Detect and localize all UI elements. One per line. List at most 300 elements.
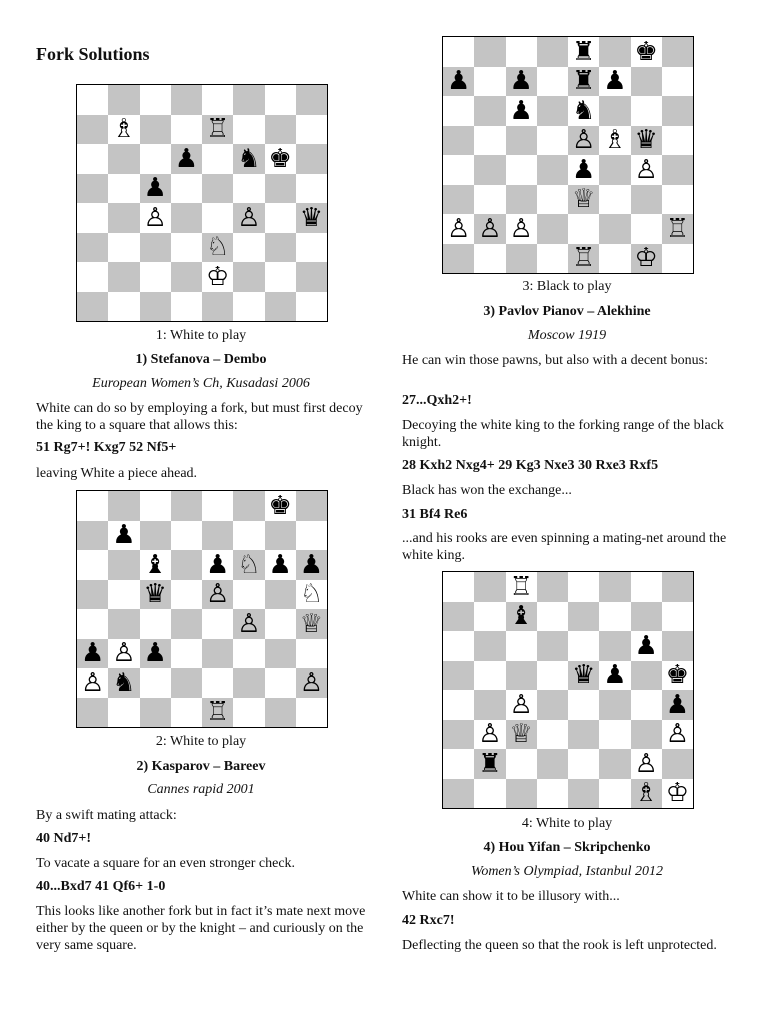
black-bishop-icon: ♝ [509, 601, 533, 631]
board-square [140, 262, 171, 292]
board-square [474, 572, 505, 602]
board-square [506, 572, 537, 602]
board-square [599, 661, 630, 691]
white-pawn-icon: ♙ [509, 690, 533, 720]
move-line-7: 42 Rxc7! [402, 913, 455, 928]
board-square [443, 96, 474, 126]
puzzle-caption-1: 1: White to play [155, 328, 247, 343]
board-square [108, 174, 139, 204]
board-square [108, 609, 139, 639]
board-square [233, 668, 264, 698]
board-square [631, 720, 662, 750]
board-square [631, 749, 662, 779]
board-square [474, 185, 505, 215]
board-square [474, 67, 505, 97]
commentary-1: White can do so by employing a fork, but must first decoy the king to a square that allows this: [36, 401, 363, 433]
board-square [599, 155, 630, 185]
move-line-2: 40 Nd7+! [36, 831, 92, 846]
board-square [202, 580, 233, 610]
black-rook-icon: ♜ [571, 37, 596, 67]
black-pawn-icon: ♟ [205, 550, 230, 580]
game-title-3: 3) Pavlov Pianov – Alekhine [483, 304, 651, 319]
board-square [296, 491, 327, 521]
board-square [77, 174, 108, 204]
board-square [631, 631, 662, 661]
black-knight-icon: ♞ [112, 668, 136, 698]
board-square [568, 37, 599, 67]
board-square [233, 174, 264, 204]
game-title-2: 2) Kasparov – Bareev [136, 759, 266, 774]
chess-board-1 [76, 84, 328, 322]
black-pawn-icon: ♟ [634, 631, 658, 661]
white-bishop-icon: ♗ [112, 114, 136, 144]
black-pawn-icon: ♟ [80, 638, 105, 668]
board-square [474, 214, 505, 244]
board-square [171, 174, 202, 204]
page-title: Fork Solutions [36, 44, 150, 64]
board-square [202, 115, 233, 145]
board-square [108, 85, 139, 115]
board-square [474, 155, 505, 185]
board-square [599, 749, 630, 779]
board-square [443, 185, 474, 215]
move-line-5: 28 Kxh2 Nxg4+ 29 Kg3 Nxe3 30 Rxe3 Rxf5 [402, 458, 659, 473]
board-square [233, 698, 264, 728]
board-square [537, 720, 568, 750]
board-square [171, 639, 202, 669]
board-square [77, 144, 108, 174]
board-square [599, 96, 630, 126]
white-knight-icon: ♘ [237, 550, 261, 580]
board-square [296, 174, 327, 204]
board-square [77, 203, 108, 233]
board-square [631, 214, 662, 244]
commentary-9: ...and his rooks are even spinning a mating-net around the white king. [402, 531, 727, 563]
board-square [631, 185, 662, 215]
black-king-icon: ♚ [665, 660, 690, 690]
board-square [506, 631, 537, 661]
board-square [568, 631, 599, 661]
board-square [108, 491, 139, 521]
black-pawn-icon: ♟ [143, 638, 167, 668]
board-square [296, 233, 327, 263]
board-square [171, 203, 202, 233]
board-square [108, 521, 139, 551]
board-square [474, 244, 505, 274]
board-square [140, 521, 171, 551]
game-event-4: Women’s Olympiad, Istanbul 2012 [470, 864, 664, 879]
board-square [599, 67, 630, 97]
board-square [140, 115, 171, 145]
board-square [506, 749, 537, 779]
puzzle-caption-4: 4: White to play [521, 816, 613, 831]
white-rook-icon: ♖ [571, 243, 596, 273]
board-square [599, 631, 630, 661]
board-square [506, 37, 537, 67]
board-square [202, 144, 233, 174]
board-square [474, 96, 505, 126]
black-pawn-icon: ♟ [174, 144, 199, 174]
board-square [631, 37, 662, 67]
board-square [662, 96, 693, 126]
white-bishop-icon: ♗ [634, 778, 658, 808]
board-square [108, 144, 139, 174]
board-square [474, 749, 505, 779]
white-pawn-icon: ♙ [446, 214, 471, 244]
board-square [233, 491, 264, 521]
board-square [506, 690, 537, 720]
white-pawn-icon: ♙ [571, 125, 596, 155]
board-square [233, 639, 264, 669]
board-square [537, 779, 568, 809]
board-square [171, 262, 202, 292]
board-square [140, 580, 171, 610]
board-square [537, 572, 568, 602]
board-square [202, 609, 233, 639]
board-square [537, 126, 568, 156]
board-square [140, 174, 171, 204]
board-square [77, 639, 108, 669]
commentary-8: Black has won the exchange... [402, 483, 572, 498]
board-square [296, 609, 327, 639]
board-square [662, 690, 693, 720]
board-square [296, 639, 327, 669]
board-square [296, 262, 327, 292]
board-square [296, 698, 327, 728]
commentary-3: By a swift mating attack: [36, 808, 177, 823]
board-square [77, 521, 108, 551]
board-square [599, 690, 630, 720]
board-square [202, 292, 233, 322]
board-square [171, 698, 202, 728]
board-square [140, 609, 171, 639]
black-queen-icon: ♛ [571, 660, 596, 690]
board-square [233, 550, 264, 580]
board-square [202, 521, 233, 551]
board-square [77, 698, 108, 728]
board-square [140, 639, 171, 669]
chess-board-2 [76, 490, 328, 728]
white-king-icon: ♔ [665, 778, 690, 808]
board-square [296, 668, 327, 698]
board-square [296, 115, 327, 145]
white-pawn-icon: ♙ [299, 668, 324, 698]
board-square [443, 572, 474, 602]
board-square [506, 155, 537, 185]
board-square [599, 779, 630, 809]
commentary-2: leaving White a piece ahead. [36, 466, 198, 481]
board-square [233, 233, 264, 263]
board-square [140, 491, 171, 521]
board-square [474, 126, 505, 156]
board-square [662, 749, 693, 779]
board-square [108, 550, 139, 580]
board-square [474, 631, 505, 661]
board-square [474, 690, 505, 720]
board-square [265, 668, 296, 698]
white-pawn-icon: ♙ [237, 609, 261, 639]
board-square [171, 521, 202, 551]
black-pawn-icon: ♟ [603, 660, 627, 690]
black-pawn-icon: ♟ [112, 520, 136, 550]
board-square [506, 244, 537, 274]
board-square [537, 602, 568, 632]
board-square [77, 292, 108, 322]
game-event-3: Moscow 1919 [527, 328, 607, 343]
commentary-5: This looks like another fork but in fact it’s mate next move either by the queen or by the knight – and curiously on the very same square. [36, 904, 366, 953]
board-square [537, 244, 568, 274]
board-square [474, 661, 505, 691]
board-square [77, 233, 108, 263]
board-square [233, 203, 264, 233]
board-square [443, 631, 474, 661]
board-square [631, 67, 662, 97]
board-square [265, 609, 296, 639]
white-pawn-icon: ♙ [478, 719, 502, 749]
white-pawn-icon: ♙ [237, 203, 261, 233]
board-square [77, 609, 108, 639]
black-pawn-icon: ♟ [665, 690, 690, 720]
game-event-2: Cannes rapid 2001 [147, 782, 255, 797]
board-square [296, 521, 327, 551]
black-pawn-icon: ♟ [299, 550, 324, 580]
black-pawn-icon: ♟ [446, 66, 471, 96]
move-line-6: 31 Bf4 Re6 [402, 507, 468, 522]
board-square [265, 203, 296, 233]
black-pawn-icon: ♟ [509, 96, 533, 126]
black-king-icon: ♚ [268, 491, 292, 521]
board-square [537, 185, 568, 215]
commentary-11: Deflecting the queen so that the rook is left unprotected. [402, 938, 717, 953]
board-square [568, 244, 599, 274]
board-square [265, 491, 296, 521]
board-square [296, 580, 327, 610]
board-square [662, 720, 693, 750]
board-square [537, 96, 568, 126]
board-square [108, 115, 139, 145]
board-square [631, 155, 662, 185]
black-bishop-icon: ♝ [143, 550, 167, 580]
board-square [296, 550, 327, 580]
board-square [202, 203, 233, 233]
commentary-6: He can win those pawns, but also with a decent bonus: [402, 353, 708, 368]
board-square [506, 96, 537, 126]
board-square [662, 67, 693, 97]
board-square [662, 661, 693, 691]
white-queen-icon: ♕ [509, 719, 533, 749]
board-square [265, 233, 296, 263]
board-square [443, 779, 474, 809]
board-square [265, 550, 296, 580]
board-square [233, 580, 264, 610]
board-square [202, 668, 233, 698]
board-square [108, 580, 139, 610]
black-king-icon: ♚ [268, 144, 292, 174]
board-square [537, 214, 568, 244]
board-square [265, 262, 296, 292]
board-square [265, 580, 296, 610]
game-title-1: 1) Stefanova – Dembo [135, 352, 267, 367]
board-square [171, 609, 202, 639]
board-square [568, 720, 599, 750]
black-pawn-icon: ♟ [571, 155, 596, 185]
board-square [265, 174, 296, 204]
board-square [506, 661, 537, 691]
board-square [662, 37, 693, 67]
white-pawn-icon: ♙ [112, 638, 136, 668]
board-square [233, 609, 264, 639]
board-square [568, 690, 599, 720]
move-line-3: 40...Bxd7 41 Qf6+ 1-0 [36, 879, 166, 894]
board-square [202, 698, 233, 728]
board-square [506, 126, 537, 156]
board-square [506, 185, 537, 215]
board-square [108, 698, 139, 728]
commentary-10: White can show it to be illusory with... [402, 889, 620, 904]
black-pawn-icon: ♟ [143, 173, 167, 203]
board-square [568, 67, 599, 97]
board-square [233, 85, 264, 115]
board-square [443, 661, 474, 691]
board-square [202, 174, 233, 204]
white-pawn-icon: ♙ [478, 214, 502, 244]
board-square [265, 698, 296, 728]
board-square [140, 85, 171, 115]
white-rook-icon: ♖ [665, 214, 690, 244]
board-square [140, 698, 171, 728]
black-queen-icon: ♛ [299, 203, 324, 233]
white-pawn-icon: ♙ [634, 749, 658, 779]
black-rook-icon: ♜ [478, 749, 502, 779]
board-square [568, 602, 599, 632]
black-knight-icon: ♞ [571, 96, 596, 126]
white-queen-icon: ♕ [299, 609, 324, 639]
white-bishop-icon: ♗ [603, 125, 627, 155]
board-square [77, 262, 108, 292]
board-square [506, 67, 537, 97]
board-square [171, 580, 202, 610]
board-square [233, 262, 264, 292]
black-king-icon: ♚ [634, 37, 658, 67]
board-square [662, 779, 693, 809]
board-square [631, 602, 662, 632]
board-square [140, 233, 171, 263]
board-square [265, 144, 296, 174]
black-knight-icon: ♞ [237, 144, 261, 174]
board-square [202, 550, 233, 580]
board-square [202, 262, 233, 292]
board-square [568, 126, 599, 156]
board-square [537, 155, 568, 185]
white-pawn-icon: ♙ [509, 214, 533, 244]
board-square [443, 749, 474, 779]
board-square [537, 631, 568, 661]
board-square [474, 779, 505, 809]
board-square [443, 214, 474, 244]
board-square [599, 244, 630, 274]
board-square [265, 639, 296, 669]
board-square [140, 668, 171, 698]
board-square [474, 37, 505, 67]
board-square [662, 244, 693, 274]
board-square [568, 214, 599, 244]
board-square [599, 720, 630, 750]
board-square [108, 262, 139, 292]
board-square [599, 214, 630, 244]
board-square [599, 126, 630, 156]
board-square [77, 580, 108, 610]
board-square [537, 67, 568, 97]
board-square [443, 720, 474, 750]
board-square [537, 749, 568, 779]
board-square [171, 115, 202, 145]
white-pawn-icon: ♙ [634, 155, 658, 185]
board-square [599, 572, 630, 602]
game-event-1: European Women’s Ch, Kusadasi 2006 [92, 376, 310, 391]
white-pawn-icon: ♙ [665, 719, 690, 749]
board-square [506, 779, 537, 809]
board-square [296, 85, 327, 115]
board-square [631, 572, 662, 602]
board-square [233, 115, 264, 145]
white-pawn-icon: ♙ [80, 668, 105, 698]
commentary-4: To vacate a square for an even stronger check. [36, 856, 296, 871]
board-square [537, 661, 568, 691]
board-square [568, 779, 599, 809]
board-square [662, 185, 693, 215]
board-square [506, 602, 537, 632]
board-square [171, 491, 202, 521]
board-square [599, 602, 630, 632]
board-square [443, 37, 474, 67]
board-square [77, 115, 108, 145]
board-square [140, 550, 171, 580]
board-square [443, 244, 474, 274]
move-line-4: 27...Qxh2+! [402, 393, 472, 408]
black-queen-icon: ♛ [143, 579, 167, 609]
board-square [108, 639, 139, 669]
white-pawn-icon: ♙ [143, 203, 167, 233]
white-pawn-icon: ♙ [205, 579, 230, 609]
puzzle-caption-2: 2: White to play [155, 734, 247, 749]
board-square [443, 67, 474, 97]
board-square [568, 749, 599, 779]
board-square [171, 668, 202, 698]
commentary-7: Decoying the white king to the forking range of the black knight. [402, 418, 724, 450]
board-square [140, 292, 171, 322]
board-square [77, 85, 108, 115]
board-square [77, 668, 108, 698]
chess-board-3 [442, 36, 694, 274]
white-rook-icon: ♖ [205, 697, 230, 727]
board-square [108, 233, 139, 263]
board-square [296, 203, 327, 233]
board-square [233, 292, 264, 322]
board-square [599, 37, 630, 67]
white-king-icon: ♔ [205, 262, 230, 292]
board-square [202, 85, 233, 115]
board-square [631, 690, 662, 720]
board-square [108, 668, 139, 698]
move-line-1: 51 Rg7+! Kxg7 52 Nf5+ [36, 440, 177, 455]
board-square [265, 521, 296, 551]
black-queen-icon: ♛ [634, 125, 658, 155]
black-pawn-icon: ♟ [509, 66, 533, 96]
board-square [202, 233, 233, 263]
board-square [631, 779, 662, 809]
board-square [568, 185, 599, 215]
board-square [662, 602, 693, 632]
